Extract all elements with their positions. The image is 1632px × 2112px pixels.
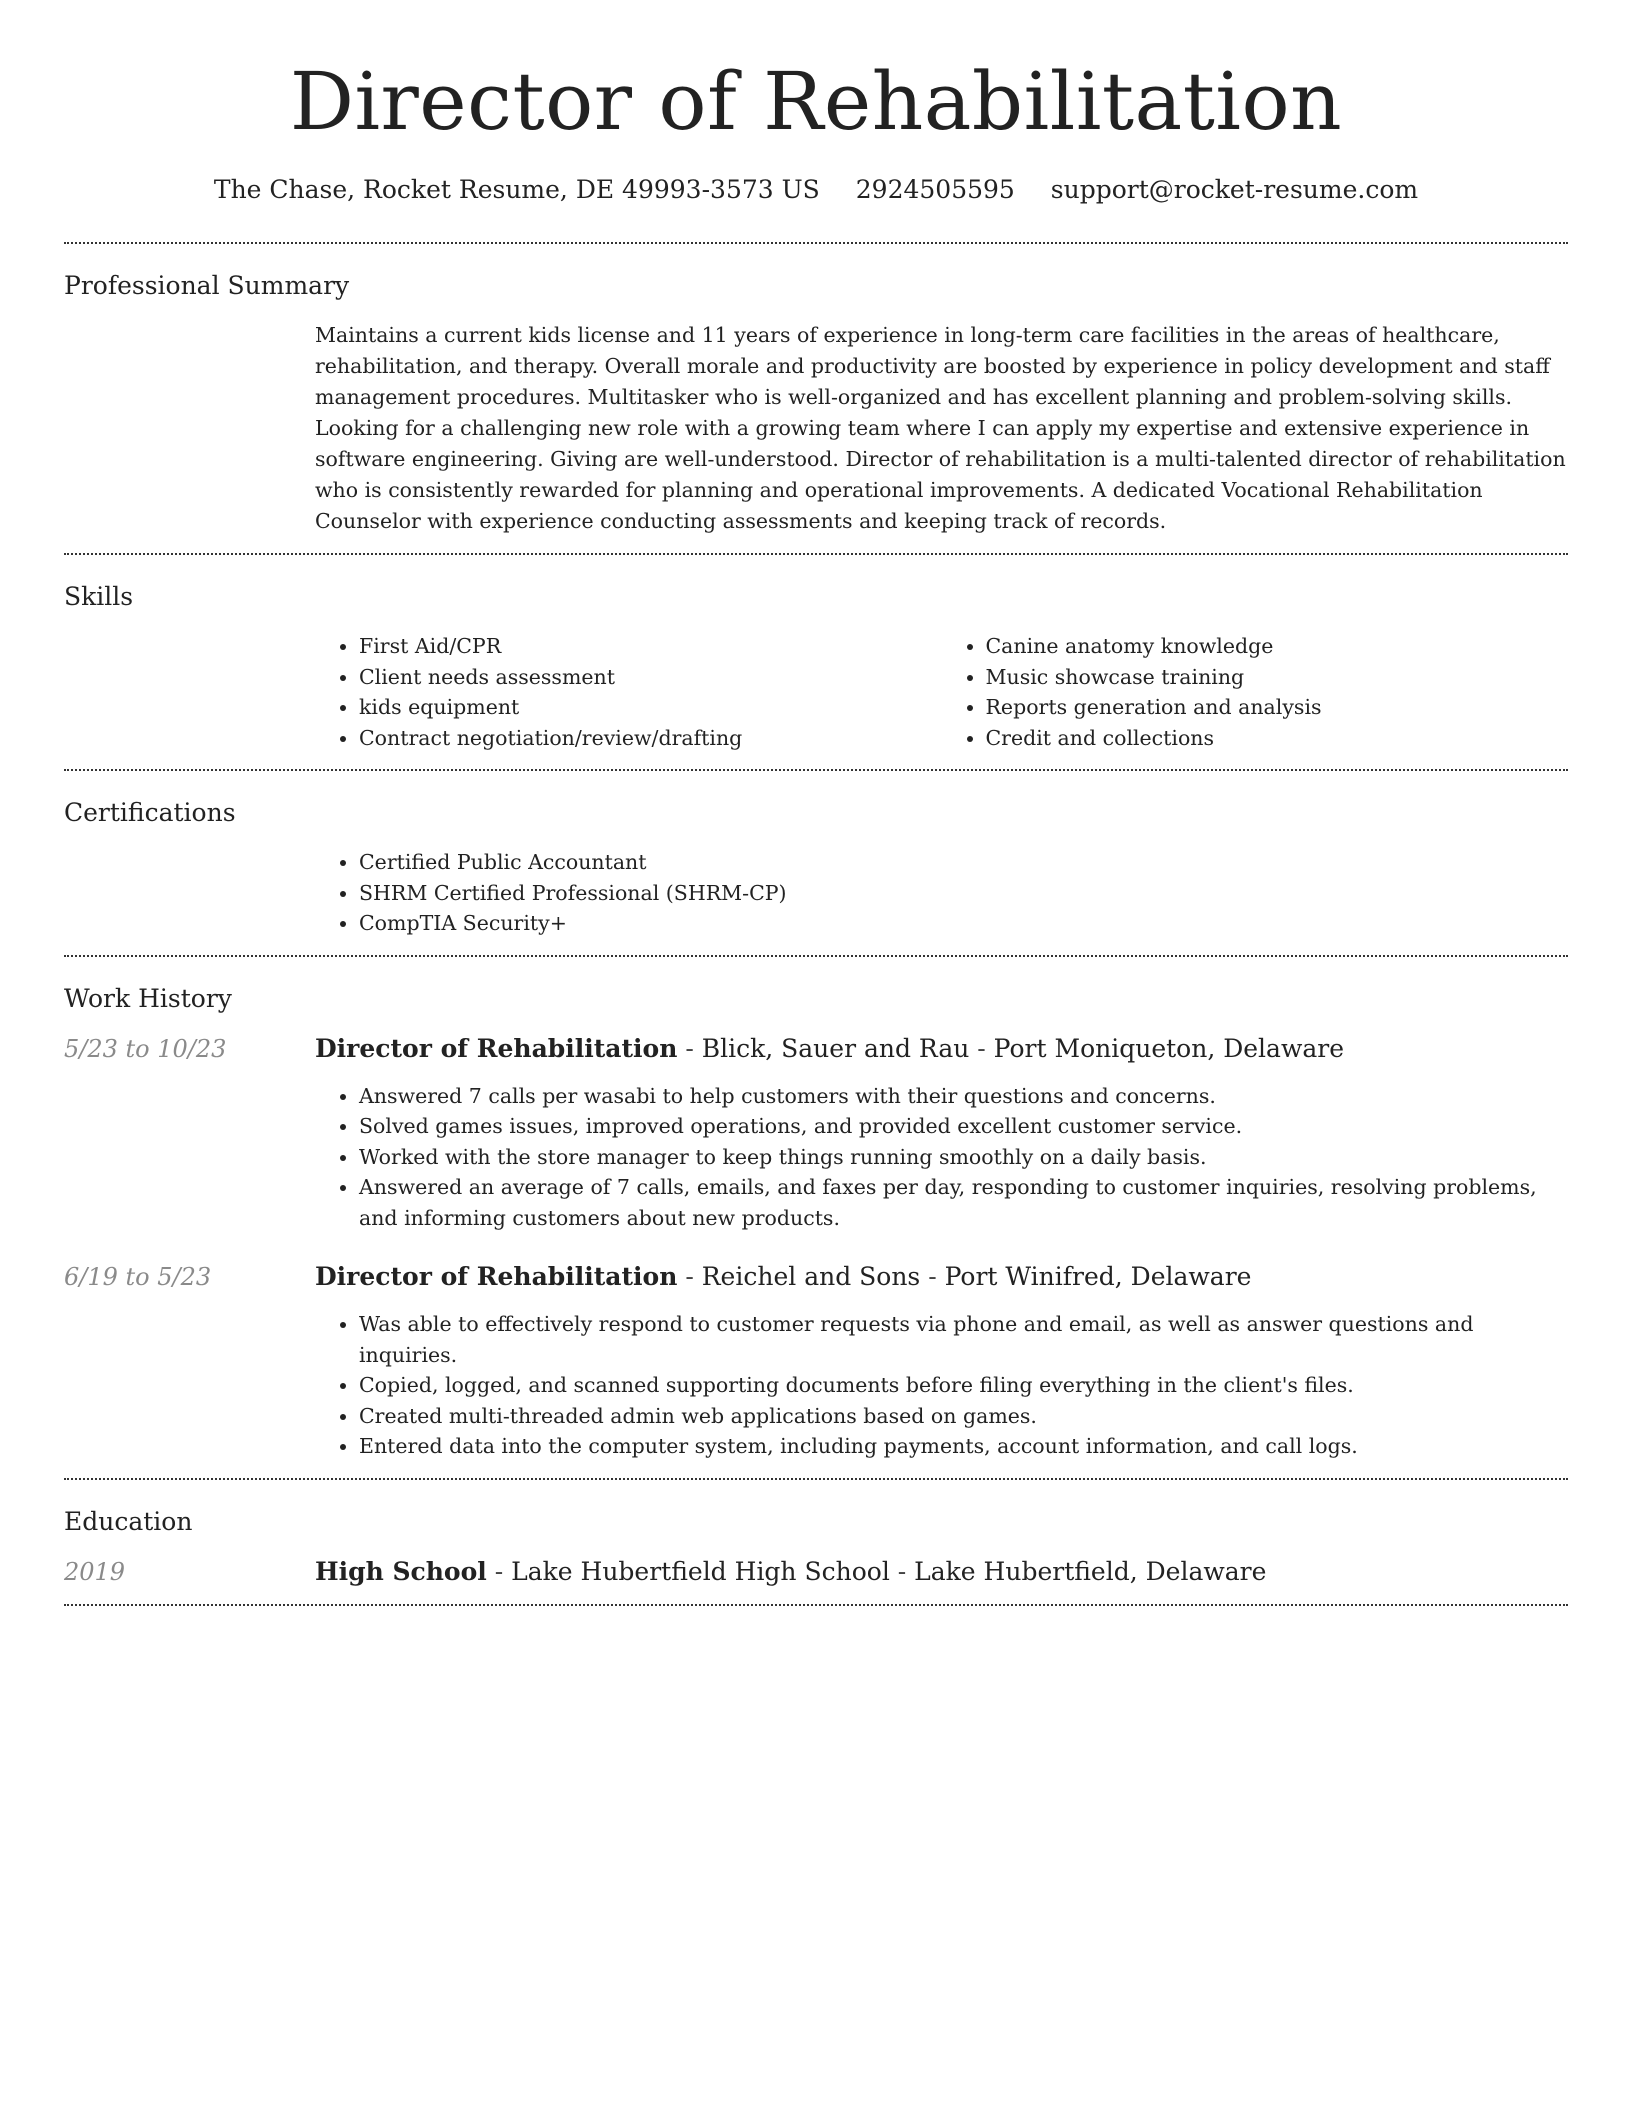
section-divider: [64, 1604, 1568, 1606]
separator: -: [677, 1262, 702, 1291]
skills-section: [64, 555, 1568, 769]
skill-item: • Music showcase training: [986, 662, 1569, 693]
skill-item: • kids equipment: [359, 692, 942, 723]
work-history-section: [64, 957, 1568, 1478]
job-bullet: • Created multi-threaded admin web applications based on games.: [359, 1401, 1568, 1432]
skill-item: • First Aid/CPR: [359, 631, 942, 662]
job-bullets: [315, 1309, 1568, 1462]
job-company: Reichel and Sons: [701, 1262, 921, 1291]
job-bullets: [315, 1081, 1568, 1234]
separator: -: [486, 1556, 512, 1586]
job-entry: [64, 1261, 1568, 1462]
separator: -: [969, 1033, 994, 1063]
certifications-title: Certifications: [64, 798, 236, 827]
certification-item: • Certified Public Accountant: [359, 847, 1568, 878]
separator: -: [677, 1033, 702, 1063]
education-location: Lake Hubertfield, Delaware: [914, 1556, 1267, 1586]
skill-item: • Client needs assessment: [359, 662, 942, 693]
summary-text: Maintains a current kids license and 11 years of experience in long-term care facilities in the areas of healthcare, rehabilitation, and therapy. Overall morale and productivity are boosted by experience in policy development and staff management procedures. Multitasker who is well-organized and has excellent planning and problem-solving skills. Looking for a challenging new role with a growing team where I can apply my expertise and extensive experience in software engineering. Giving are well-understood. Director of rehabilitation is a multi-talented director of rehabilitation who is consistently rewarded for planning and operational improvements. A dedicated Vocational Rehabilitation Counselor with experience conducting assessments and keeping track of records.: [315, 323, 1566, 533]
separator: -: [889, 1556, 915, 1586]
job-title-line: [315, 1033, 1568, 1065]
skills-list-right: [942, 631, 1569, 753]
skills-title: Skills: [64, 582, 134, 611]
skill-item: • Reports generation and analysis: [986, 692, 1569, 723]
education-title: Education: [64, 1506, 193, 1536]
resume-header: [64, 0, 1568, 206]
skill-item: • Canine anatomy knowledge: [986, 631, 1569, 662]
job-location: Port Winifred, Delaware: [944, 1262, 1252, 1291]
job-bullet: • Answered an average of 7 calls, emails, and faxes per day, responding to customer inquiries, resolving problems, and informing customers about new products.: [359, 1172, 1568, 1233]
job-entry: [64, 1033, 1568, 1234]
job-bullet: • Answered 7 calls per wasabi to help customers with their questions and concerns.: [359, 1081, 1568, 1112]
contact-email: support@rocket-resume.com: [1050, 175, 1419, 204]
certification-item: • CompTIA Security+: [359, 908, 1568, 939]
skill-item: • Credit and collections: [986, 723, 1569, 754]
candidate-name: Director of Rehabilitation: [289, 55, 1343, 148]
skill-item: • Contract negotiation/review/drafting: [359, 723, 942, 754]
job-role: Director of Rehabilitation: [315, 1033, 678, 1063]
job-role: Director of Rehabilitation: [315, 1262, 678, 1291]
separator: -: [920, 1262, 945, 1291]
job-dates: 5/23 to 10/23: [64, 1034, 227, 1063]
job-bullet: • Entered data into the computer system, including payments, account information, and call logs.: [359, 1431, 1568, 1462]
certifications-list: [315, 847, 1568, 939]
certification-item: • SHRM Certified Professional (SHRM-CP): [359, 878, 1568, 909]
education-line: [315, 1556, 1568, 1588]
job-title-line: [315, 1261, 1568, 1293]
education-entry: [64, 1556, 1568, 1588]
job-bullet: • Was able to effectively respond to customer requests via phone and email, as well as answer questions and inquiries.: [359, 1309, 1568, 1370]
job-location: Port Moniqueton, Delaware: [993, 1033, 1345, 1063]
job-dates: 6/19 to 5/23: [64, 1263, 212, 1291]
contact-line: [64, 174, 1568, 206]
education-section: [64, 1480, 1568, 1604]
contact-phone: 2924505595: [855, 175, 1015, 204]
education-degree: High School: [315, 1556, 487, 1586]
summary-title: Professional Summary: [64, 271, 350, 300]
work-history-title: Work History: [64, 983, 232, 1013]
job-company: Blick, Sauer and Rau: [701, 1033, 970, 1063]
education-school: Lake Hubertfield High School: [511, 1556, 890, 1586]
job-bullet: • Copied, logged, and scanned supporting documents before filing everything in the client's files.: [359, 1370, 1568, 1401]
skills-list-left: [315, 631, 942, 753]
contact-address: The Chase, Rocket Resume, DE 49993-3573 US: [213, 175, 820, 204]
job-bullet: • Worked with the store manager to keep things running smoothly on a daily basis.: [359, 1142, 1568, 1173]
summary-section: [64, 244, 1568, 553]
education-year: 2019: [64, 1557, 126, 1586]
certifications-section: [64, 771, 1568, 955]
job-bullet: • Solved games issues, improved operations, and provided excellent customer service.: [359, 1111, 1568, 1142]
